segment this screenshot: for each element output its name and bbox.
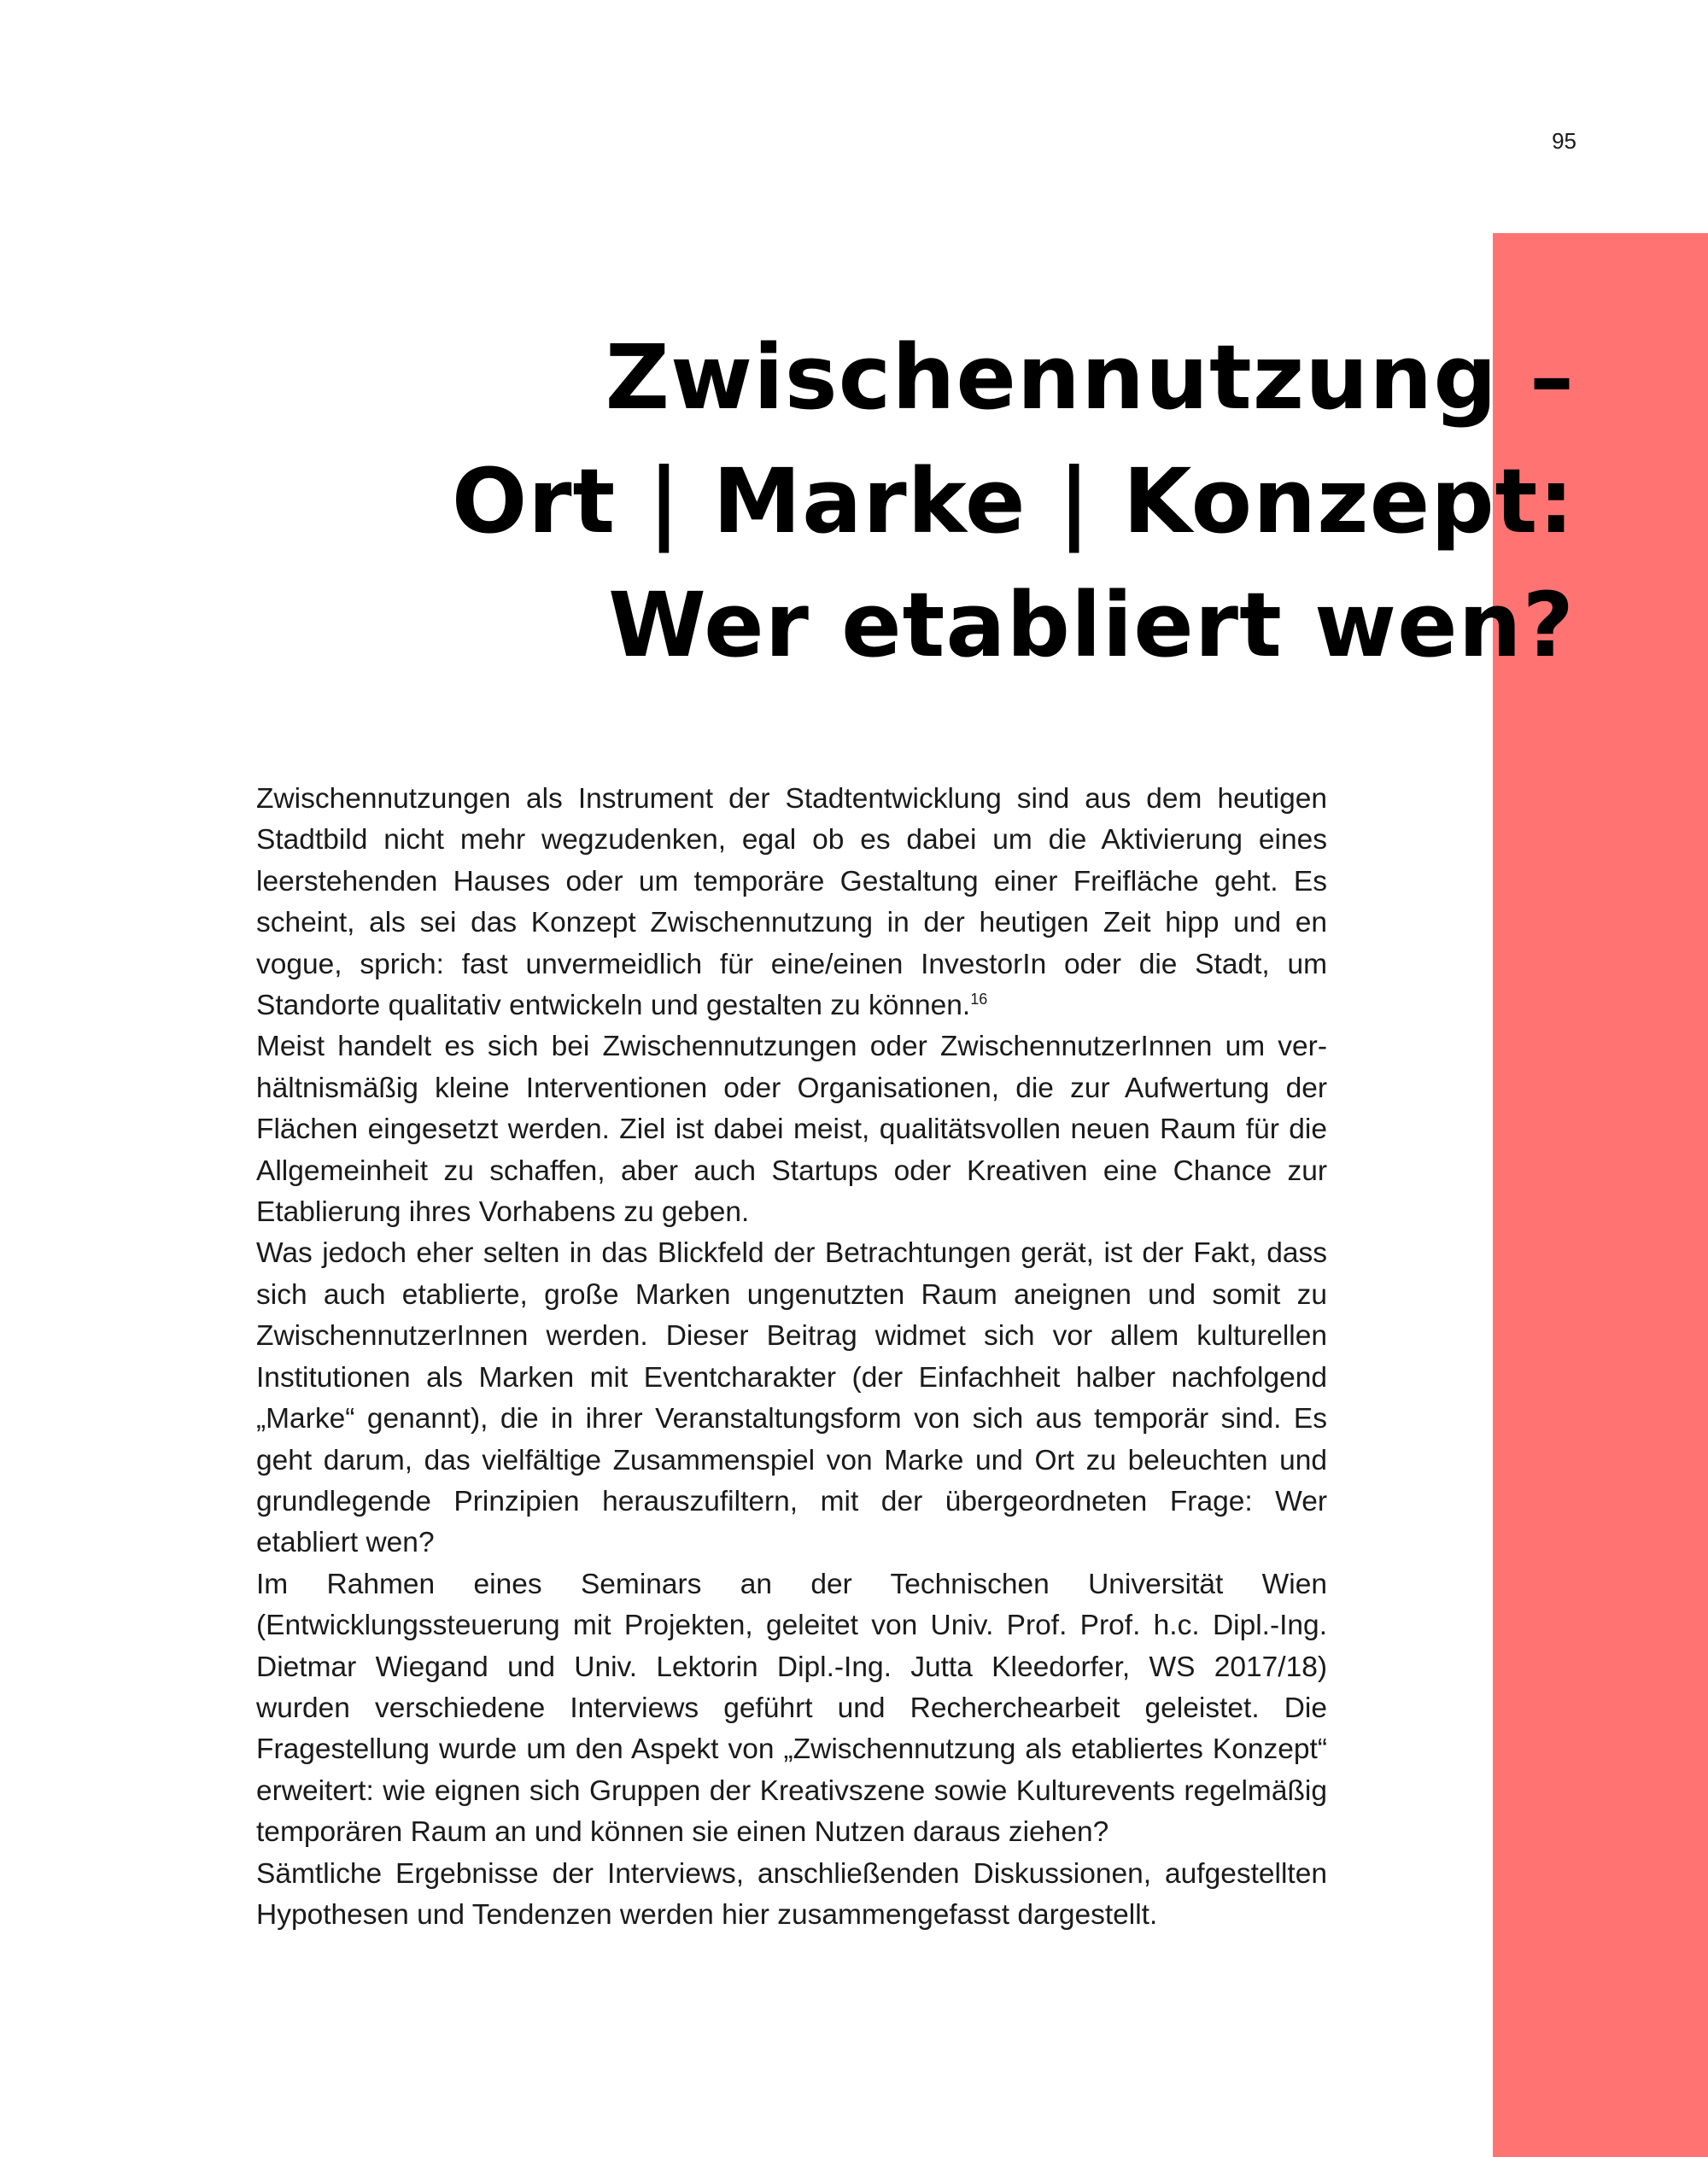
page-number: 95 xyxy=(1552,128,1576,154)
paragraph: Meist handelt es sich bei Zwischennutzungen oder ZwischennutzerInnen um verhältnismäßig kleine Interventionen oder Organisationen, die zur Aufwertung der Flächen eingesetzt werden. Ziel ist dabei meist, qualitätsvollen neuen Raum für die Allgemeinheit zu schaffen, aber auch Startups oder Kreativen eine Chance zur Etablierung ihres Vorhabens zu geben. xyxy=(256,1031,1327,1229)
paragraph: Im Rahmen eines Seminars an der Technischen Universität Wien (Entwicklungssteuerung mit Projekten, geleitet von Univ. Prof. Prof. h.c. Dipl.-Ing. Dietmar Wiegand und Univ. Lektorin Dipl.-Ing. Jutta Kleedorfer, WS 2017/18) wurden verschiedene Interviews geführt und Recherchearbeit geleistet. Die Fragestellung wurde um den Aspekt von „Zwischennutzung als etabliertes Konzept“ erweitert: wie eignen sich Gruppen der Kreativszene sowie Kulturevents regelmäßig temporären Raum an und können sie einen Nutzen daraus ziehen? xyxy=(256,1568,1327,1849)
chapter-title-line: Zwischennutzung – xyxy=(605,325,1575,430)
chapter-title xyxy=(294,316,1575,687)
paragraph xyxy=(256,779,1327,1026)
paragraph: Sämtliche Ergebnisse der Interviews, anschließenden Diskussionen, aufgestellten Hypothesen und Tendenzen werden hier zusammengefasst dargestellt. xyxy=(256,1857,1327,1931)
chapter-title-line: Wer etabliert wen? xyxy=(608,573,1575,677)
footnote-marker[interactable]: 16 xyxy=(970,990,988,1008)
chapter-title-line: Ort | Marke | Konzept: xyxy=(451,449,1575,553)
paragraph-text: Zwischennutzungen als Instrument der Stadtentwicklung sind aus dem heutigen Stadtbild nicht mehr wegzudenken, egal ob es dabei um die Aktivierung eines leerstehenden Hauses oder um temporäre Gestaltung einer Freifläche geht. Es scheint, als sei das Konzept Zwischennutzung in der heutigen Zeit hipp und en vogue, sprich: fast unvermeidlich für eine/einen InvestorIn oder die Stadt, um Standorte qualitativ entwickeln und gestalten zu können. xyxy=(256,783,1327,1022)
body-text xyxy=(256,779,1327,1936)
paragraph: Was jedoch eher selten in das Blickfeld der Betrachtungen gerät, ist der Fakt, dass sich auch etablierte, große Marken ungenutzten Raum aneignen und somit zu ZwischennutzerInnen werden. Dieser Beitrag widmet sich vor allem kulturellen Institutionen als Marken mit Eventcharakter (der Einfachheit halber nachfolgend „Marke“ genannt), die in ihrer Veranstaltungsform von sich aus temporär sind. Es geht darum, das vielfältige Zusammenspiel von Marke und Ort zu beleuchten und grundlegende Prinzipien herauszufiltern, mit der übergeordneten Frage: Wer etabliert wen? xyxy=(256,1237,1327,1559)
